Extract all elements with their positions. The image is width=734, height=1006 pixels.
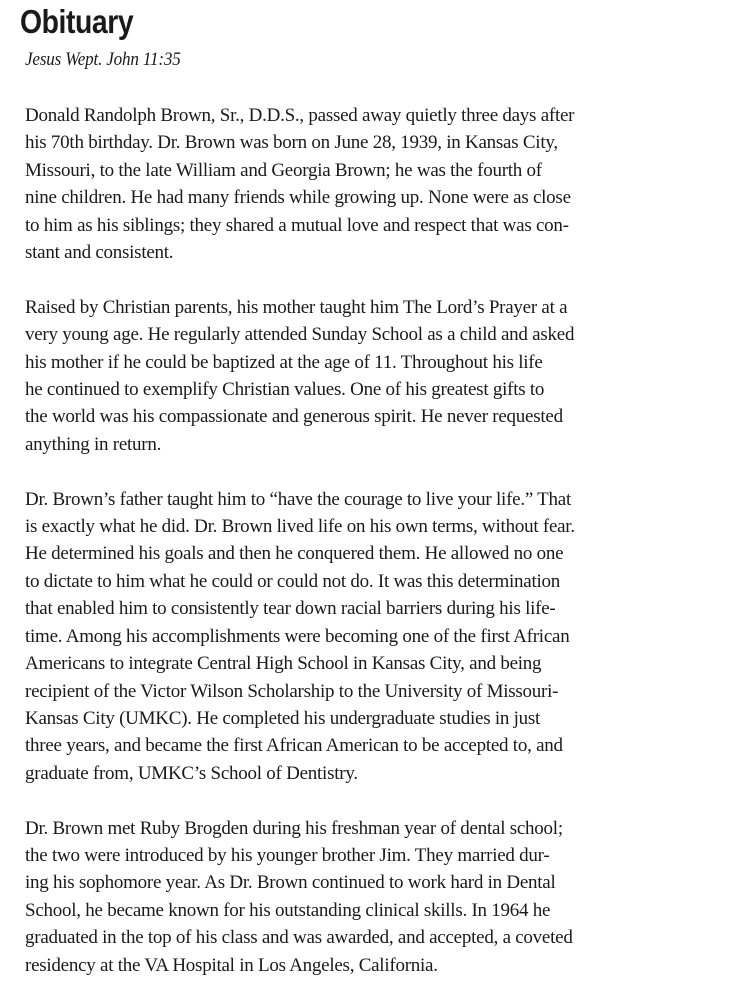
text-line: anything in return. [25, 433, 162, 455]
text-line: Dr. Brown’s father taught him to “have the courage to live your life.” That [25, 488, 571, 510]
text-line: residency at the VA Hospital in Los Angeles, California. [25, 954, 438, 976]
paragraph [25, 102, 715, 266]
text-line: to dictate to him what he could or could not do. It was this determination [25, 570, 561, 592]
text-line: that enabled him to consistently tear down racial barriers during his life- [25, 598, 556, 620]
paragraph [25, 815, 715, 979]
paragraph [25, 294, 715, 458]
text-line: his mother if he could be baptized at the age of 11. Throughout his life [25, 351, 543, 373]
scripture-subtitle: Jesus Wept. John 11:35 [25, 49, 181, 70]
text-line: stant and consistent. [25, 242, 174, 264]
text-line: very young age. He regularly attended Sunday School as a child and asked [25, 324, 575, 346]
text-line: time. Among his accomplishments were becoming one of the first African [25, 625, 570, 647]
text-line: his 70th birthday. Dr. Brown was born on June 28, 1939, in Kansas City, [25, 132, 558, 154]
text-line: is exactly what he did. Dr. Brown lived life on his own terms, without fear. [25, 516, 575, 538]
text-line: ing his sophomore year. As Dr. Brown continued to work hard in Dental [25, 872, 556, 894]
text-line: Kansas City (UMKC). He completed his undergraduate studies in just [25, 707, 541, 729]
text-line: Raised by Christian parents, his mother taught him The Lord’s Prayer at a [25, 296, 568, 318]
text-line: He determined his goals and then he conquered them. He allowed no one [25, 543, 564, 565]
paragraph [25, 486, 715, 787]
text-line: the world was his compassionate and generous spirit. He never requested [25, 406, 563, 428]
text-line: recipient of the Victor Wilson Scholarship to the University of Missouri- [25, 680, 559, 702]
text-line: graduate from, UMKC’s School of Dentistry. [25, 762, 358, 784]
page-title: Obituary [20, 3, 134, 40]
text-line: graduated in the top of his class and was awarded, and accepted, a coveted [25, 927, 573, 949]
obituary-body [25, 102, 715, 1006]
text-line: to him as his siblings; they shared a mutual love and respect that was con- [25, 214, 569, 236]
text-line: Dr. Brown met Ruby Brogden during his freshman year of dental school; [25, 817, 563, 839]
text-line: nine children. He had many friends while growing up. None were as close [25, 187, 571, 209]
text-line: three years, and became the first African American to be accepted to, and [25, 735, 563, 757]
text-line: Donald Randolph Brown, Sr., D.D.S., passed away quietly three days after [25, 105, 575, 126]
text-line: School, he became known for his outstanding clinical skills. In 1964 he [25, 899, 551, 921]
text-line: Missouri, to the late William and Georgia Brown; he was the fourth of [25, 159, 542, 181]
text-line: he continued to exemplify Christian values. One of his greatest gifts to [25, 379, 545, 401]
text-line: the two were introduced by his younger brother Jim. They married dur- [25, 844, 550, 866]
text-line: Americans to integrate Central High School in Kansas City, and being [25, 653, 542, 675]
